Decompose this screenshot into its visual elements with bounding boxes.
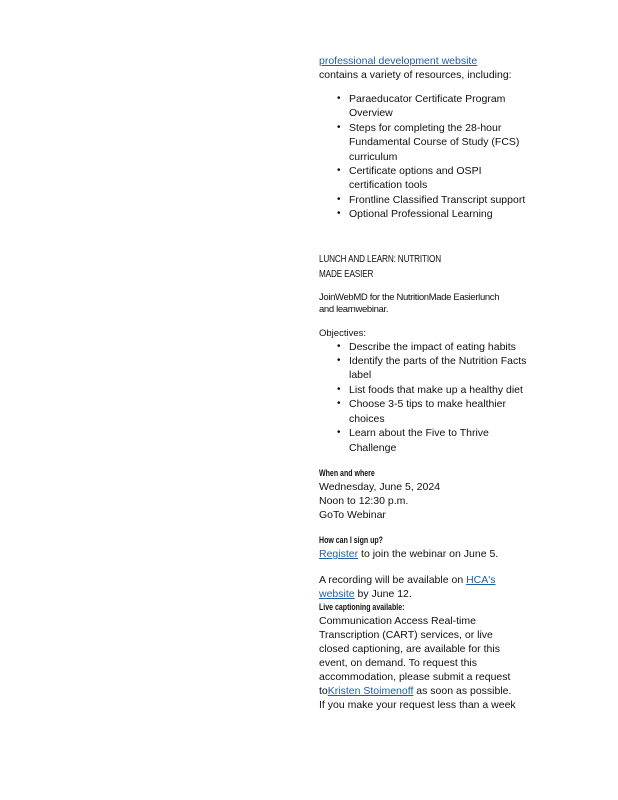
recording-line-2 [319,587,535,601]
hca-link[interactable]: HCA's [466,573,496,586]
professional-development-link[interactable]: professional development website [319,55,478,67]
resource-list-item: • Optional Professional Learning [319,207,535,221]
contact-suffix: as soon as possible. [413,684,512,697]
captioning-line: Communication Access Real-time [319,614,476,627]
event-time: Noon to 12:30 p.m. [319,494,409,507]
recording-line-1 [319,573,535,587]
objective-list-item: • Learn about the Five to Thrive Challenge [319,426,535,455]
event-date: Wednesday, June 5, 2024 [319,480,441,493]
kristen-stoimenoff-link[interactable]: Kristen Stoimenoff [327,684,414,697]
document-column [319,54,535,712]
event-platform: GoTo Webinar [319,508,386,521]
objectives-label: Objectives: [319,327,366,339]
objective-list-item: • List foods that make up a healthy diet [319,383,535,397]
objectives-list [319,340,535,455]
captioning-line: accommodation, please submit a request [319,670,511,683]
register-link[interactable]: Register [319,547,359,560]
signup-text: to join the webinar on June 5. [358,547,499,560]
recording-text: A recording will be available on [319,573,467,586]
resources-list [319,92,535,222]
intro-link-line [319,54,535,68]
objective-list-item: • Choose 3-5 tips to make healthier choices [319,397,535,426]
captioning-line: closed captioning, are available for this [319,642,500,655]
captioning-heading: Live captioning available: [319,601,405,612]
when-where-heading: When and where [319,467,375,478]
hca-website-link[interactable]: website [319,587,355,600]
resource-list-item: • Paraeducator Certificate Program Overview [319,92,535,121]
signup-line [319,547,535,561]
captioning-contact-line [319,684,535,698]
event-description-line-2: and learnwebinar. [319,304,389,316]
objective-list-item: • Identify the parts of the Nutrition Facts label [319,354,535,383]
captioning-line: Transcription (CART) services, or live [319,628,493,641]
contact-prefix: to [319,684,328,697]
resource-list-item: • Certificate options and OSPI certification tools [319,164,535,193]
intro-text: contains a variety of resources, including: [319,69,512,81]
objective-list-item: • Describe the impact of eating habits [319,340,535,354]
event-title-line-2: MADE EASIER [319,267,374,280]
resource-list-item: • Frontline Classified Transcript support [319,193,535,207]
captioning-last-line: If you make your request less than a week [319,698,516,711]
resource-list-item: • Steps for completing the 28-hour Fundamental Course of Study (FCS) curriculum [319,121,535,164]
event-title-line-1: LUNCH AND LEARN: NUTRITION [319,252,441,265]
event-description-line-1: JoinWebMD for the NutritionMade Easierlunch [319,291,500,303]
signup-heading: How can I sign up? [319,534,383,545]
captioning-line: event, on demand. To request this [319,656,477,669]
recording-after: by June 12. [354,587,412,600]
